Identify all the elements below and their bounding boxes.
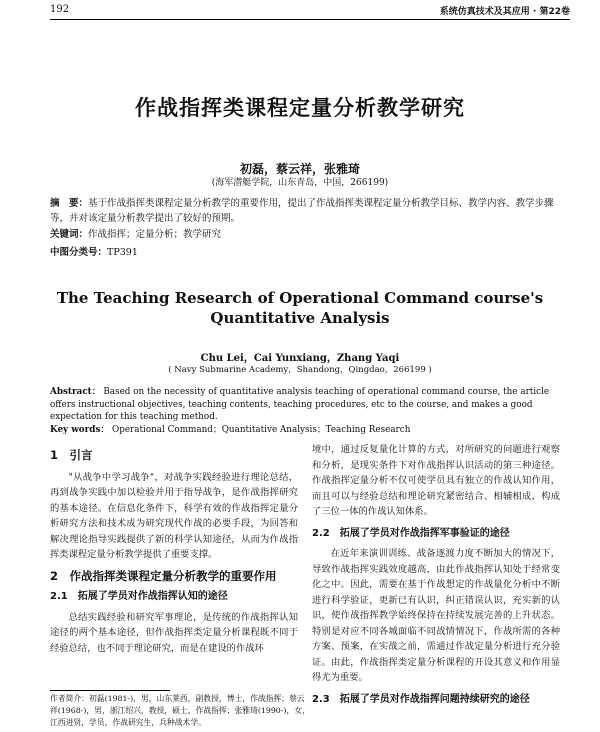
right-column (312, 442, 560, 707)
section-2-1-paragraph: 总结实践经验和研究军事理论，是传统的作战指挥认知途径的两个基本途径，但作战指挥类定量分析课程既不同于经验总结，也不同于理论研究，而是在建设的作战环 (50, 611, 298, 654)
abstract-en (50, 386, 570, 436)
section-1-heading: 1 引言 (50, 448, 93, 462)
keywords-cn (50, 227, 570, 242)
abstract-cn (50, 196, 570, 226)
clc-label: 中图分类号： (50, 247, 108, 258)
paper-title-cn: 作战指挥类课程定量分析教学研究 (135, 96, 465, 120)
abstract-cn-label: 摘 要： (50, 198, 89, 209)
keywords-en-text: Operational Command；Quantitative Analysis；Teaching Research (112, 424, 411, 435)
title-en-line-2: Quantitative Analysis (210, 309, 390, 327)
abstract-en-label: Abstract： (50, 387, 101, 397)
affiliation-cn: (海军潜艇学院，山东青岛，中国，266199) (211, 178, 389, 188)
left-column (50, 448, 298, 656)
section-2-3-heading: 2.3 拓展了学员对作战指挥问题持续研究的途径 (312, 693, 530, 705)
keywords-cn-label: 关键词： (50, 229, 89, 240)
section-2-heading: 2 作战指挥类课程定量分析教学的重要作用 (50, 568, 277, 583)
section-2-1-heading: 2.1 拓展了学员对作战指挥认知的途径 (50, 591, 228, 602)
keywords-en (50, 424, 570, 437)
abstract-en-text: Based on the necessity of quantitative analysis teaching of operational command course, the article offers instructional objectives, teaching contents, teaching procedures, etc to the course, and makes a good expectation for this teaching method. (50, 387, 550, 422)
keywords-en-label: Key words： (50, 424, 110, 435)
clc-number (50, 245, 570, 260)
abstract-cn-text: 基于作战指挥类课程定量分析教学的重要作用，提出了作战指挥类课程定量分析教学目标、教学内容、教学步骤等，并对该定量分析教学提出了较好的预期。 (50, 198, 554, 224)
section-1-paragraph: "从战争中学习战争"，对战争实践经验进行理论总结，再到战争实践中加以检验并用于指导战争，是作战指挥研究的基本途径。在信息化条件下，科学有效的作战指挥定量分析研究方法和技术成为研究现代作战的必要手段，为回答和解决理论指导实践提供了新的科学认知途径，从而为作战指挥类课程定量分析教学提供了重要支撑。 (50, 471, 298, 560)
journal-header: 系统仿真技术及其应用 · 第22卷 (439, 7, 570, 17)
right-paragraph-1: 境中，通过反复量化计算的方式，对所研究的问题进行观察和分析，是现实条件下对作战指挥认识活动的第三种途径。作战指挥定量分析不仅可使学员具有独立的作战认知作用，而且可以与经验总结和理论研究紧密结合、相辅相成，构成了三位一体的作战认知体系。 (312, 444, 560, 517)
affiliation-en: ( Navy Submarine Academy，Shandong，Qingdao，266199 ) (168, 365, 432, 375)
author-footnote: 作者简介：初磊(1981-)，男，山东莱西，副教授，博士，作战指挥；蔡云祥(1968-)，男，浙江绍兴，教授，硕士，作战指挥；张雅琦(1990-)，女，江西进贤，学员，作战研究生，兵种战术学。 (50, 694, 310, 727)
page-number: 192 (50, 4, 70, 15)
section-2-2-heading: 2.2 拓展了学员对作战指挥军事验证的途径 (312, 527, 510, 539)
keywords-cn-text: 作战指挥；定量分析；教学研究 (88, 229, 222, 240)
header-rule (50, 19, 570, 20)
authors-en: Chu Lei，Cai Yunxiang，Zhang Yaqi (200, 353, 400, 364)
clc-text: TP391 (107, 247, 138, 258)
title-en-line-1: The Teaching Research of Operational Command course's (56, 289, 544, 307)
authors-cn: 初磊，蔡云祥，张雅琦 (239, 162, 360, 176)
footnote-rule (50, 690, 170, 691)
paper-title-en (0, 288, 600, 328)
section-2-2-paragraph: 在近年来演训训练、战备逐渡力度不断加大的情况下，导致作战指挥实践效度越高，由此作战指挥认知处于经常变化之中。因此，需要在基于作战想定的作战量化分析中不断进行科学验证，更新已有认识，纠正错误认识，充实新的认识，使作战指挥教学始终保持在持续发展完善的上升状态。特别是对应不同各城面临不同战情情况下，作战所需的各种方案、预案，在实战之前，需通过作战定量分析进行充分验证。由此，作战指挥类定量分析课程的开设其意义和作用显得尤为重要。 (312, 548, 560, 683)
